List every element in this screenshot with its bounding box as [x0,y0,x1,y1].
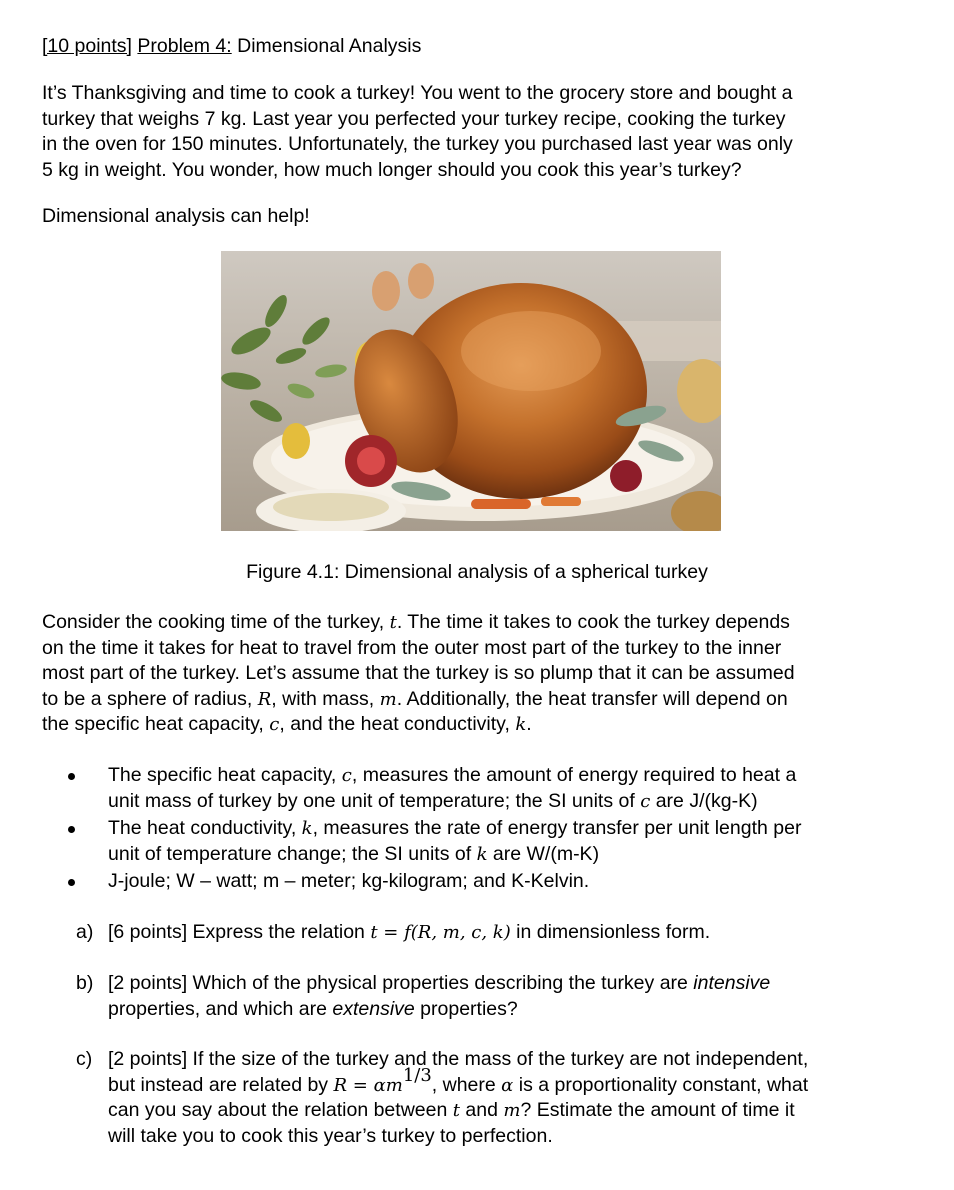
turkey-figure [221,251,721,531]
tagline: Dimensional analysis can help! [42,205,310,227]
consider-line: Consider the cooking time of the turkey, t. The time it takes to cook the turkey depends [42,611,790,633]
turkey-illustration [221,251,721,531]
topic-label: Dimensional Analysis [237,35,422,57]
bullet-dot [68,773,75,780]
question-label: b) [76,972,94,994]
intro-paragraph [42,81,912,183]
consider-line: the specific heat capacity, c, and the heat conductivity, k. [42,713,532,735]
consider-line: to be a sphere of radius, R, with mass, m. Additionally, the heat transfer will depend on [42,687,788,710]
problem-title [42,34,421,58]
consider-paragraph [42,610,912,738]
bullet-dot [68,826,75,833]
question-label: c) [76,1048,93,1070]
points-label: [10 points] [42,35,132,57]
intro-line: in the oven for 150 minutes. Unfortunately, the turkey you purchased last year was only [42,133,793,155]
question-label: a) [76,921,94,943]
bullet-dot [68,879,75,886]
intro-line: 5 kg in weight. You wonder, how much longer should you cook this year’s turkey? [42,158,742,181]
figure-caption: Figure 4.1: Dimensional analysis of a spherical turkey [246,561,708,583]
problem-label: Problem 4: [137,35,232,57]
intro-line: It’s Thanksgiving and time to cook a turkey! You went to the grocery store and bought a [42,82,793,104]
consider-line: most part of the turkey. Let’s assume that the turkey is so plump that it can be assumed [42,662,795,684]
intro-line: turkey that weighs 7 kg. Last year you perfected your turkey recipe, cooking the turkey [42,107,786,130]
consider-line: on the time it takes for heat to travel from the outer most part of the turkey to the inner [42,636,782,659]
